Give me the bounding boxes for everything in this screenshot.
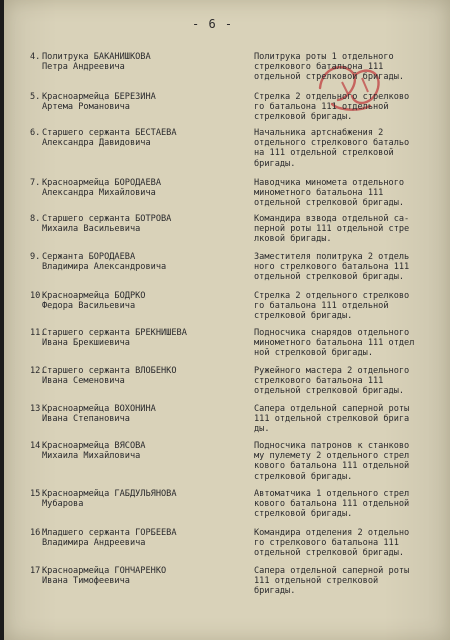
entry-position-line: минометного батальона 111 отдел <box>254 338 415 349</box>
entry-given-names: Артема Романовича <box>42 102 130 112</box>
entry-given-names: Михаила Васильевича <box>42 224 141 234</box>
entry-position-line: кового батальона 111 отдельной <box>254 499 410 510</box>
entry-position-line: Политрука роты 1 отдельного <box>254 52 394 62</box>
entry-number: 14. <box>30 441 46 451</box>
entry-rank-surname: Красноармейца ГОНЧАРЕНКО <box>42 566 167 576</box>
entry-number: 8. <box>30 214 41 224</box>
entry-rank-surname: Красноармейца ВЯСОВА <box>42 441 146 451</box>
entry-position-line: Наводчика миномета отдельного <box>254 178 405 188</box>
entry-position-line: 111 отдельной стрелковой <box>254 576 379 587</box>
entry-rank-surname: Младшего сержанта ГОРБЕЕВА <box>42 528 177 538</box>
entry-position-line: ного стрелкового батальона 111 <box>254 262 410 273</box>
entry-number: 11. <box>30 328 46 338</box>
entry-rank-surname: Красноармейца ВОХОНИНА <box>42 404 156 414</box>
page-number: - 6 - <box>192 17 234 31</box>
entry-number: 7. <box>30 178 41 188</box>
entry-position-line: Подносчика снарядов отдельного <box>254 328 410 338</box>
entry-position-line: отдельного стрелкового батальо <box>254 138 410 149</box>
entry-given-names: Ивана Тимофеевича <box>42 576 130 586</box>
entry-position-line: му пулемету 2 отдельного стрел <box>254 451 410 462</box>
entry-number: 4. <box>30 52 41 62</box>
entry-position-line: 111 отдельной стрелковой брига <box>254 414 410 425</box>
entry-position-line: стрелковой бригады. <box>254 509 353 520</box>
entry-position-line: перной роты 111 отдельной стре <box>254 224 410 235</box>
entry-given-names: Владимира Андреевича <box>42 538 146 548</box>
entry-number: 15. <box>30 489 46 499</box>
document-page <box>4 0 450 640</box>
entry-position-line: на 111 отдельной стрелковой <box>254 148 394 159</box>
entry-number: 16. <box>30 528 46 538</box>
entry-position-line: стрелкового батальона 111 <box>254 62 384 73</box>
entry-number: 13. <box>30 404 46 414</box>
entry-rank-surname: Старшего сержанта БЕСТАЕВА <box>42 128 177 138</box>
entry-position-line: стрелкового батальона 111 <box>254 376 384 387</box>
entry-position-line: отдельной стрелковой бригады. <box>254 72 405 83</box>
entry-position-line: бригады. <box>254 586 296 597</box>
entry-position-line: Сапера отдельной саперной роты <box>254 566 410 576</box>
entry-number: 10. <box>30 291 46 301</box>
entry-given-names: Ивана Семеновича <box>42 376 125 386</box>
entry-position-line: го стрелкового батальона 111 <box>254 538 399 549</box>
entry-given-names: Александра Давидовича <box>42 138 151 148</box>
entry-rank-surname: Красноармейца БОРОДАЕВА <box>42 178 161 188</box>
entry-position-line: кового батальона 111 отдельной <box>254 461 410 472</box>
entry-number: 6. <box>30 128 41 138</box>
entry-position-line: Стрелка 2 отдельного стрелково <box>254 291 410 301</box>
entry-given-names: Петра Андреевича <box>42 62 125 72</box>
entry-given-names: Ивана Степановича <box>42 414 130 424</box>
entry-position-line: Начальника артснабжения 2 <box>254 128 384 138</box>
entry-position-line: Стрелка 2 отдельного стрелково <box>254 92 410 102</box>
entry-position-line: го батальона 111 отдельной <box>254 301 389 312</box>
entry-position-line: ды. <box>254 424 270 435</box>
entry-given-names: Александра Михайловича <box>42 188 156 198</box>
entry-position-line: Подносчика патронов к станково <box>254 441 410 451</box>
entry-rank-surname: Старшего сержанта БОТРОВА <box>42 214 172 224</box>
entry-rank-surname: Старшего сержанта БРЕКНИШЕВА <box>42 328 187 338</box>
entry-position-line: отдельной стрелковой бригады. <box>254 548 405 559</box>
entry-given-names: Мубарова <box>42 499 84 509</box>
entry-rank-surname: Сержанта БОРОДАЕВА <box>42 252 136 262</box>
entry-number: 12. <box>30 366 46 376</box>
entry-rank-surname: Красноармейца БОДРКО <box>42 291 146 301</box>
entry-number: 9. <box>30 252 41 262</box>
entry-given-names: Владимира Александровича <box>42 262 167 272</box>
entry-position-line: Автоматчика 1 отдельного стрел <box>254 489 410 499</box>
entry-position-line: ной стрелковой бригады. <box>254 348 373 359</box>
entry-rank-surname: Красноармейца БЕРЕЗИНА <box>42 92 156 102</box>
entry-position-line: отдельной стрелковой бригады. <box>254 386 405 397</box>
entry-given-names: Федора Васильевича <box>42 301 136 311</box>
entry-position-line: лковой бригады. <box>254 234 332 245</box>
entry-position-line: Командира взвода отдельной са- <box>254 214 410 224</box>
entry-position-line: отдельной стрелковой бригады. <box>254 198 405 209</box>
entry-position-line: Командира отделения 2 отдельно <box>254 528 410 538</box>
entry-number: 5. <box>30 92 41 102</box>
entry-position-line: минометного батальона 111 <box>254 188 384 199</box>
entry-rank-surname: Политрука БАКАНИШКОВА <box>42 52 151 62</box>
entry-position-line: отдельной стрелковой бригады. <box>254 272 405 283</box>
entry-rank-surname: Красноармейца ГАБДУЛЬЯНОВА <box>42 489 177 499</box>
entry-position-line: го батальона 111 отдельной <box>254 102 389 113</box>
entry-number: 17. <box>30 566 46 576</box>
entry-given-names: Ивана Брекшиевича <box>42 338 130 348</box>
entry-position-line: стрелковой бригады. <box>254 112 353 123</box>
entry-rank-surname: Старшего сержанта ВЛОБЕНКО <box>42 366 177 376</box>
entry-position-line: стрелковой бригады. <box>254 471 353 482</box>
entry-position-line: бригады. <box>254 158 296 169</box>
entry-position-line: Сапера отдельной саперной роты <box>254 404 410 414</box>
entry-position-line: Заместителя политрука 2 отдель <box>254 252 410 262</box>
entry-position-line: стрелковой бригады. <box>254 311 353 322</box>
entry-given-names: Михаила Михайловича <box>42 451 141 461</box>
entry-position-line: Ружейного мастера 2 отдельного <box>254 366 410 376</box>
